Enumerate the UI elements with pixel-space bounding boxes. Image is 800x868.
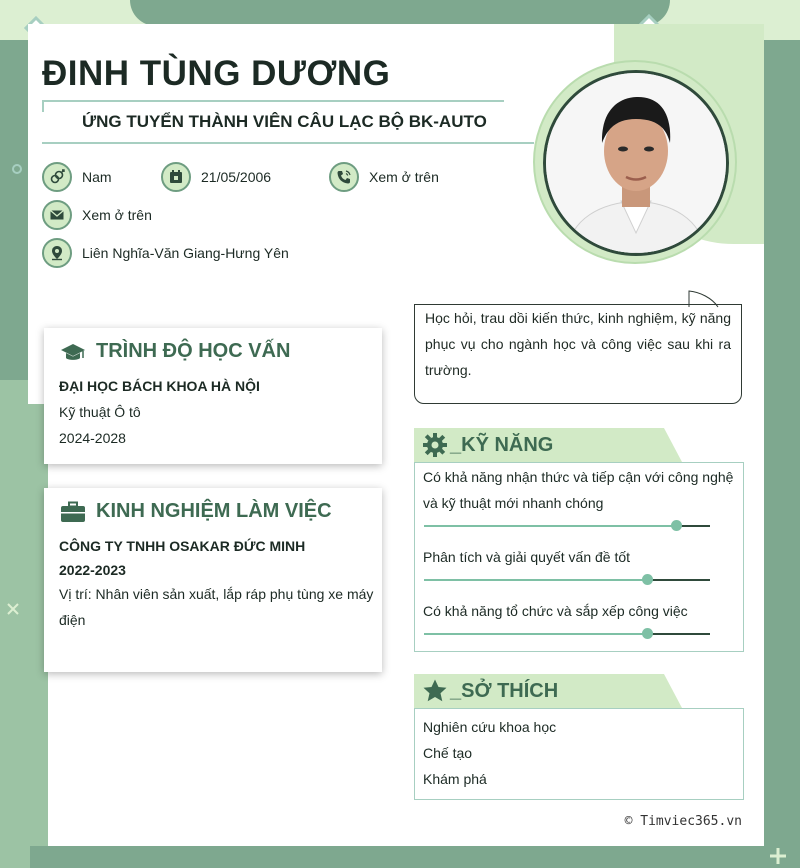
footer-brand: © Timviec365.vn [624,814,742,829]
circle-deco-icon [10,162,24,176]
gear-icon [422,432,448,458]
skill-1-bar [424,525,710,527]
skill-2-text: Phân tích và giải quyết vấn đề tốt [423,549,631,565]
position-line-1: Vị trí: Nhân viên sản xuất, lắp ráp phụ tùng xe máy [59,586,374,602]
subtitle-frame [42,100,504,144]
info-phone [329,162,439,192]
skills-box [414,462,744,652]
avatar-frame [533,60,737,264]
hobbies-header: _SỞ THÍCH [414,674,558,708]
company-name: CÔNG TY TNHH OSAKAR ĐỨC MINH [59,538,306,554]
email-text: Xem ở trên [82,207,152,223]
avatar [543,70,729,256]
skills-header: _KỸ NĂNG [414,428,553,462]
info-address [42,238,289,268]
skill-3-bar [424,633,710,635]
major: Kỹ thuật Ô tô [59,404,141,420]
plus-deco-icon [768,846,788,866]
background-top-band [130,0,670,26]
star-icon [422,678,448,704]
school-name: ĐẠI HỌC BÁCH KHOA HÀ NỘI [59,378,260,394]
hobby-item: Nghiên cứu khoa học [423,719,557,735]
experience-period: 2022-2023 [59,562,126,578]
address-text: Liên Nghĩa-Văn Giang-Hưng Yên [82,245,289,261]
location-icon [42,238,72,268]
info-birthday [161,162,271,192]
hobby-item: Chế tạo [423,745,473,761]
briefcase-icon [60,501,86,523]
skill-2-bar [424,579,710,581]
background-right [760,420,800,868]
skill-3-text: Có khả năng tổ chức và sắp xếp công việc [423,603,688,619]
background-left [0,380,30,868]
education-card [44,328,382,464]
candidate-name: ĐINH TÙNG DƯƠNG [42,54,391,93]
phone-text: Xem ở trên [369,169,439,185]
experience-card [44,488,382,672]
resume-paper [28,24,764,846]
position-line-2: điện [59,612,86,628]
email-icon [42,200,72,230]
hobby-item: Khám phá [423,771,487,787]
birthday-text: 21/05/2006 [201,169,272,185]
skill-1-line-1: Có khả năng nhận thức và tiếp cận với công nghệ [423,469,734,485]
info-email [42,200,152,230]
application-title: ỨNG TUYỂN THÀNH VIÊN CÂU LẠC BỘ BK-AUTO [82,112,487,131]
phone-icon [329,162,359,192]
experience-title: KINH NGHIỆM LÀM VIỆC [60,500,332,523]
gender-text: Nam [82,169,112,185]
education-title: TRÌNH ĐỘ HỌC VẤN [60,340,290,363]
education-period: 2024-2028 [59,430,126,446]
info-gender [42,162,112,192]
graduation-cap-icon [60,341,86,363]
calendar-icon [161,162,191,192]
gender-icon [42,162,72,192]
hobbies-box [414,708,744,800]
skill-1-line-2: và kỹ thuật mới nhanh chóng [423,495,604,511]
career-objective: Học hỏi, trau dồi kiến thức, kinh nghiệm, kỹ năng phục vụ cho ngành học và công việc sau khi ra trường. [414,304,742,404]
x-deco-icon [6,602,20,616]
